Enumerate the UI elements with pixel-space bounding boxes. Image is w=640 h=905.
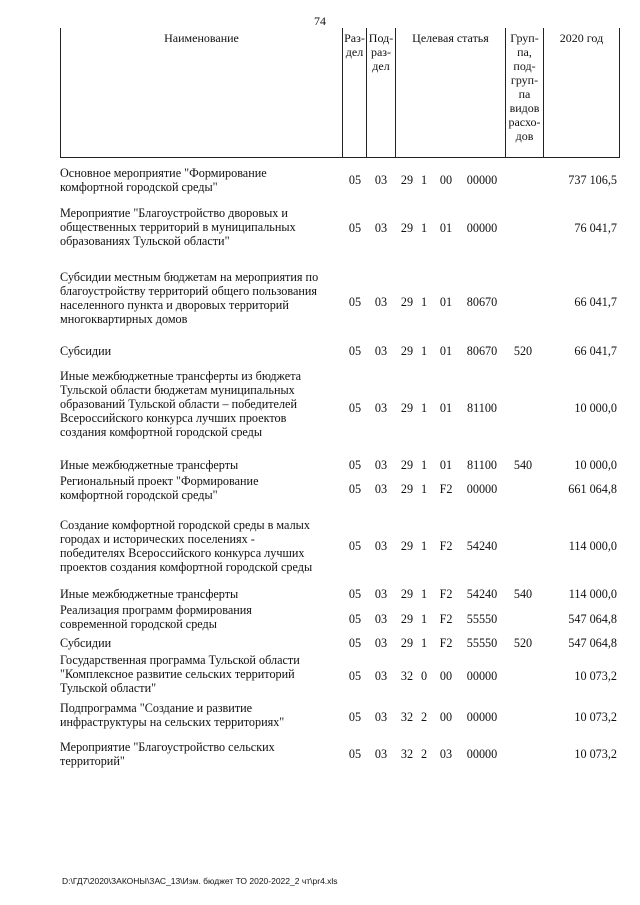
header-razdel: Раз- дел (344, 31, 365, 59)
row-razdel: 05 (348, 747, 362, 761)
footer-file-path: D:\ГД7\2020\ЗАКОНЫ\ЗАС_13\Изм. бюджет ТО 2020-2022_2 чт\pr4.xls (62, 876, 338, 886)
row-cs-program: 29 (400, 295, 414, 309)
row-razdel: 05 (348, 295, 362, 309)
row-cs-event: 01 (439, 401, 453, 415)
row-cs-event: 01 (439, 458, 453, 472)
row-cs-program: 29 (400, 482, 414, 496)
row-sum: 661 064,8 (568, 482, 617, 496)
row-sum: 114 000,0 (568, 539, 617, 553)
row-name: Субсидии местным бюджетам на мероприятия по благоустройству территорий общего пользования населенного пункта и дворовых территорий многоквартирных домов (60, 270, 319, 326)
row-cs-event: 01 (439, 221, 453, 235)
row-sum: 114 000,0 (568, 587, 617, 601)
row-cs-event: 03 (439, 747, 453, 761)
row-vr: 520 (513, 636, 533, 650)
row-cs-subprogram: 1 (420, 612, 428, 626)
row-razdel: 05 (348, 539, 362, 553)
row-cs-program: 29 (400, 458, 414, 472)
row-cs-direction: 81100 (466, 458, 498, 472)
row-cs-direction: 00000 (466, 482, 498, 496)
row-cs-direction: 55550 (466, 612, 498, 626)
row-cs-direction: 00000 (466, 710, 498, 724)
row-cs-event: 00 (439, 669, 453, 683)
row-name: Государственная программа Тульской области "Комплексное развитие сельских территорий Тульской области" (60, 653, 300, 695)
row-razdel: 05 (348, 587, 362, 601)
row-cs-program: 29 (400, 539, 414, 553)
row-cs-subprogram: 2 (420, 710, 428, 724)
row-cs-program: 29 (400, 636, 414, 650)
row-cs-direction: 54240 (466, 539, 498, 553)
row-cs-direction: 81100 (466, 401, 498, 415)
row-name: Иные межбюджетные трансферты (60, 587, 239, 601)
row-podrazdel: 03 (374, 747, 388, 761)
row-cs-subprogram: 1 (420, 401, 428, 415)
page-number: 74 (314, 14, 326, 28)
row-cs-program: 29 (400, 344, 414, 358)
row-cs-direction: 00000 (466, 669, 498, 683)
row-cs-direction: 54240 (466, 587, 498, 601)
row-cs-direction: 80670 (466, 295, 498, 309)
row-cs-subprogram: 1 (420, 458, 428, 472)
row-sum: 10 000,0 (574, 401, 617, 415)
row-razdel: 05 (348, 401, 362, 415)
row-razdel: 05 (348, 173, 362, 187)
row-name: Мероприятие "Благоустройство дворовых и общественных территорий в муниципальных образованиях Тульской области" (60, 206, 296, 248)
row-cs-event: 01 (439, 344, 453, 358)
row-cs-subprogram: 1 (420, 221, 428, 235)
row-podrazdel: 03 (374, 173, 388, 187)
row-cs-program: 29 (400, 401, 414, 415)
row-cs-subprogram: 1 (420, 173, 428, 187)
row-name: Создание комфортной городской среды в малых городах и исторических поселениях - победителях Всероссийского конкурса лучших проектов создания комфортной городской среды (60, 518, 313, 574)
row-podrazdel: 03 (374, 295, 388, 309)
row-vr: 520 (513, 344, 533, 358)
row-cs-subprogram: 1 (420, 587, 428, 601)
row-name: Мероприятие "Благоустройство сельских территорий" (60, 740, 275, 768)
row-podrazdel: 03 (374, 539, 388, 553)
row-sum: 10 073,2 (574, 669, 617, 683)
row-sum: 10 073,2 (574, 710, 617, 724)
header-celevaya: Целевая статья (412, 31, 489, 45)
row-cs-subprogram: 2 (420, 747, 428, 761)
row-cs-program: 32 (400, 669, 414, 683)
row-name: Подпрограмма "Создание и развитие инфраструктуры на сельских территориях" (60, 701, 285, 729)
row-podrazdel: 03 (374, 669, 388, 683)
row-cs-event: F2 (439, 636, 453, 650)
row-name: Иные межбюджетные трансферты (60, 458, 239, 472)
row-sum: 10 073,2 (574, 747, 617, 761)
row-sum: 10 000,0 (574, 458, 617, 472)
row-cs-event: 01 (439, 295, 453, 309)
row-cs-event: 00 (439, 173, 453, 187)
row-cs-direction: 00000 (466, 173, 498, 187)
row-cs-subprogram: 1 (420, 295, 428, 309)
row-vr: 540 (513, 458, 533, 472)
row-cs-program: 32 (400, 747, 414, 761)
row-cs-program: 32 (400, 710, 414, 724)
row-podrazdel: 03 (374, 482, 388, 496)
row-cs-program: 29 (400, 173, 414, 187)
row-razdel: 05 (348, 636, 362, 650)
row-sum: 547 064,8 (568, 636, 617, 650)
row-sum: 547 064,8 (568, 612, 617, 626)
row-podrazdel: 03 (374, 344, 388, 358)
row-vr: 540 (513, 587, 533, 601)
row-razdel: 05 (348, 710, 362, 724)
row-razdel: 05 (348, 612, 362, 626)
row-cs-subprogram: 0 (420, 669, 428, 683)
row-cs-subprogram: 1 (420, 539, 428, 553)
row-sum: 737 106,5 (568, 173, 617, 187)
row-cs-event: F2 (439, 539, 453, 553)
row-podrazdel: 03 (374, 458, 388, 472)
header-podrazdel: Под- раз- дел (368, 31, 394, 73)
row-razdel: 05 (348, 458, 362, 472)
row-cs-program: 29 (400, 612, 414, 626)
row-cs-direction: 00000 (466, 221, 498, 235)
row-podrazdel: 03 (374, 612, 388, 626)
row-name: Региональный проект "Формирование комфортной городской среды" (60, 474, 259, 502)
row-cs-event: F2 (439, 587, 453, 601)
row-name: Основное мероприятие "Формирование комфортной городской среды" (60, 166, 267, 194)
row-podrazdel: 03 (374, 401, 388, 415)
row-razdel: 05 (348, 669, 362, 683)
row-podrazdel: 03 (374, 636, 388, 650)
header-year: 2020 год (559, 31, 604, 45)
row-cs-event: 00 (439, 710, 453, 724)
header-name: Наименование (164, 31, 239, 45)
row-cs-event: F2 (439, 612, 453, 626)
row-cs-direction: 00000 (466, 747, 498, 761)
row-podrazdel: 03 (374, 587, 388, 601)
row-razdel: 05 (348, 221, 362, 235)
row-name: Иные межбюджетные трансферты из бюджета Тульской области бюджетам муниципальных образований Тульской области – победителей Всероссийского конкурса лучших проектов создания комфортной городской среды (60, 369, 302, 439)
row-name: Реализация программ формирования современной городской среды (60, 603, 252, 631)
row-cs-direction: 55550 (466, 636, 498, 650)
row-name: Субсидии (60, 344, 112, 358)
row-sum: 76 041,7 (574, 221, 617, 235)
row-sum: 66 041,7 (574, 295, 617, 309)
row-podrazdel: 03 (374, 710, 388, 724)
row-cs-subprogram: 1 (420, 344, 428, 358)
header-gruppa: Груп- па, под- груп- па видов расхо- дов (508, 31, 541, 143)
row-cs-event: F2 (439, 482, 453, 496)
row-razdel: 05 (348, 482, 362, 496)
row-cs-subprogram: 1 (420, 636, 428, 650)
row-name: Субсидии (60, 636, 112, 650)
row-cs-subprogram: 1 (420, 482, 428, 496)
row-razdel: 05 (348, 344, 362, 358)
row-cs-program: 29 (400, 221, 414, 235)
row-cs-program: 29 (400, 587, 414, 601)
row-podrazdel: 03 (374, 221, 388, 235)
row-cs-direction: 80670 (466, 344, 498, 358)
row-sum: 66 041,7 (574, 344, 617, 358)
